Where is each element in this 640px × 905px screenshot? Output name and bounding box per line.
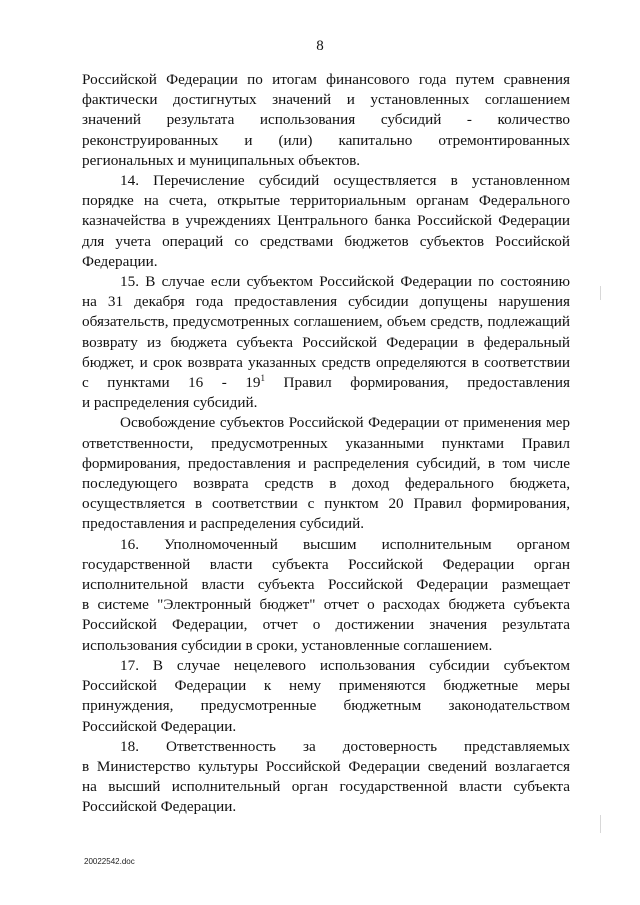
text-line: реконструированных и (или) капитально отремонтированных	[82, 131, 570, 149]
paragraph-15	[82, 272, 570, 413]
text-line: Российской Федерации по итогам финансового года путем сравнения	[82, 71, 570, 88]
text-fragment: с пунктами 16 - 19	[82, 374, 261, 392]
text-line: для учета операций со средствами бюджетов субъектов Российской	[82, 232, 570, 250]
text-line: Российской Федерации.	[82, 717, 237, 735]
text-line: на высший исполнительный орган государственной власти субъекта	[82, 778, 570, 796]
text-line: фактически достигнутых значений и установленных соглашением	[82, 91, 570, 109]
paragraph-16	[82, 535, 570, 656]
text-line: принуждения, предусмотренные бюджетным законодательством	[82, 697, 570, 715]
text-line: Российской Федерации, отчет о достижении значения результата	[82, 616, 570, 634]
superscript: 1	[260, 373, 266, 384]
text-line: государственной власти субъекта Российской Федерации орган	[82, 555, 570, 573]
text-line: и распределения субсидий.	[82, 394, 258, 412]
paragraph-18	[82, 737, 570, 818]
text-line: ответственности, предусмотренных указанными пунктами Правил	[82, 434, 570, 452]
text-line: Федерации.	[82, 252, 158, 270]
text-fragment: Правил формирования, предоставления	[283, 374, 571, 392]
paragraph-17	[82, 656, 570, 737]
text-line: осуществляется в соответствии с пунктом 20 Правил формирования,	[82, 495, 570, 513]
text-line: 16. Уполномоченный высшим исполнительным органом	[120, 535, 570, 553]
text-line: казначейства в учреждениях Центрального банка Российской Федерации	[82, 212, 570, 230]
text-line: обязательств, предусмотренных соглашением, объем средств, подлежащий	[82, 313, 570, 331]
text-line: формирования, предоставления и распределения субсидий, в том числе	[82, 454, 570, 472]
text-line: в системе "Электронный бюджет" отчет о расходах бюджета субъекта	[82, 596, 570, 614]
text-line: региональных и муниципальных объектов.	[82, 151, 361, 169]
text-line: использования субсидии в сроки, установленные соглашением.	[82, 636, 493, 654]
text-line: исполнительной власти субъекта Российской Федерации размещает	[82, 576, 570, 594]
document-body	[82, 70, 570, 818]
paragraph-15-exemption	[82, 413, 570, 534]
text-line: предоставления и распределения субсидий.	[82, 515, 364, 533]
text-line: на 31 декабря года предоставления субсидии допущены нарушения	[82, 293, 570, 311]
text-line: 18. Ответственность за достоверность представляемых	[120, 737, 570, 755]
text-line: значений результата использования субсидий - количество	[82, 111, 570, 129]
text-line-with-superscript	[82, 373, 570, 393]
footer-filename: 20022542.doc	[84, 857, 135, 866]
text-line: Российской Федерации к нему применяются бюджетные меры	[82, 677, 570, 695]
text-line: Освобождение субъектов Российской Федерации от применения мер	[120, 414, 570, 432]
scan-margin-mark	[600, 286, 601, 300]
paragraph-14	[82, 171, 570, 272]
page-number: 8	[316, 38, 324, 54]
text-line: последующего возврата средств в доход федерального бюджета,	[82, 475, 570, 493]
text-line: возврату из бюджета субъекта Российской Федерации в федеральный	[82, 333, 570, 351]
text-line: порядке на счета, открытые территориальным органам Федерального	[82, 192, 570, 210]
scan-margin-mark	[600, 815, 601, 833]
text-line: Российской Федерации.	[82, 798, 237, 816]
paragraph-continuation	[82, 70, 570, 171]
text-line: 14. Перечисление субсидий осуществляется в установленном	[120, 172, 570, 190]
text-line: бюджет, и срок возврата указанных средств определяются в соответствии	[82, 353, 570, 371]
text-line: 17. В случае нецелевого использования субсидии субъектом	[120, 656, 570, 674]
text-line: в Министерство культуры Российской Федерации сведений возлагается	[82, 757, 570, 775]
text-line: 15. В случае если субъектом Российской Федерации по состоянию	[120, 273, 570, 291]
